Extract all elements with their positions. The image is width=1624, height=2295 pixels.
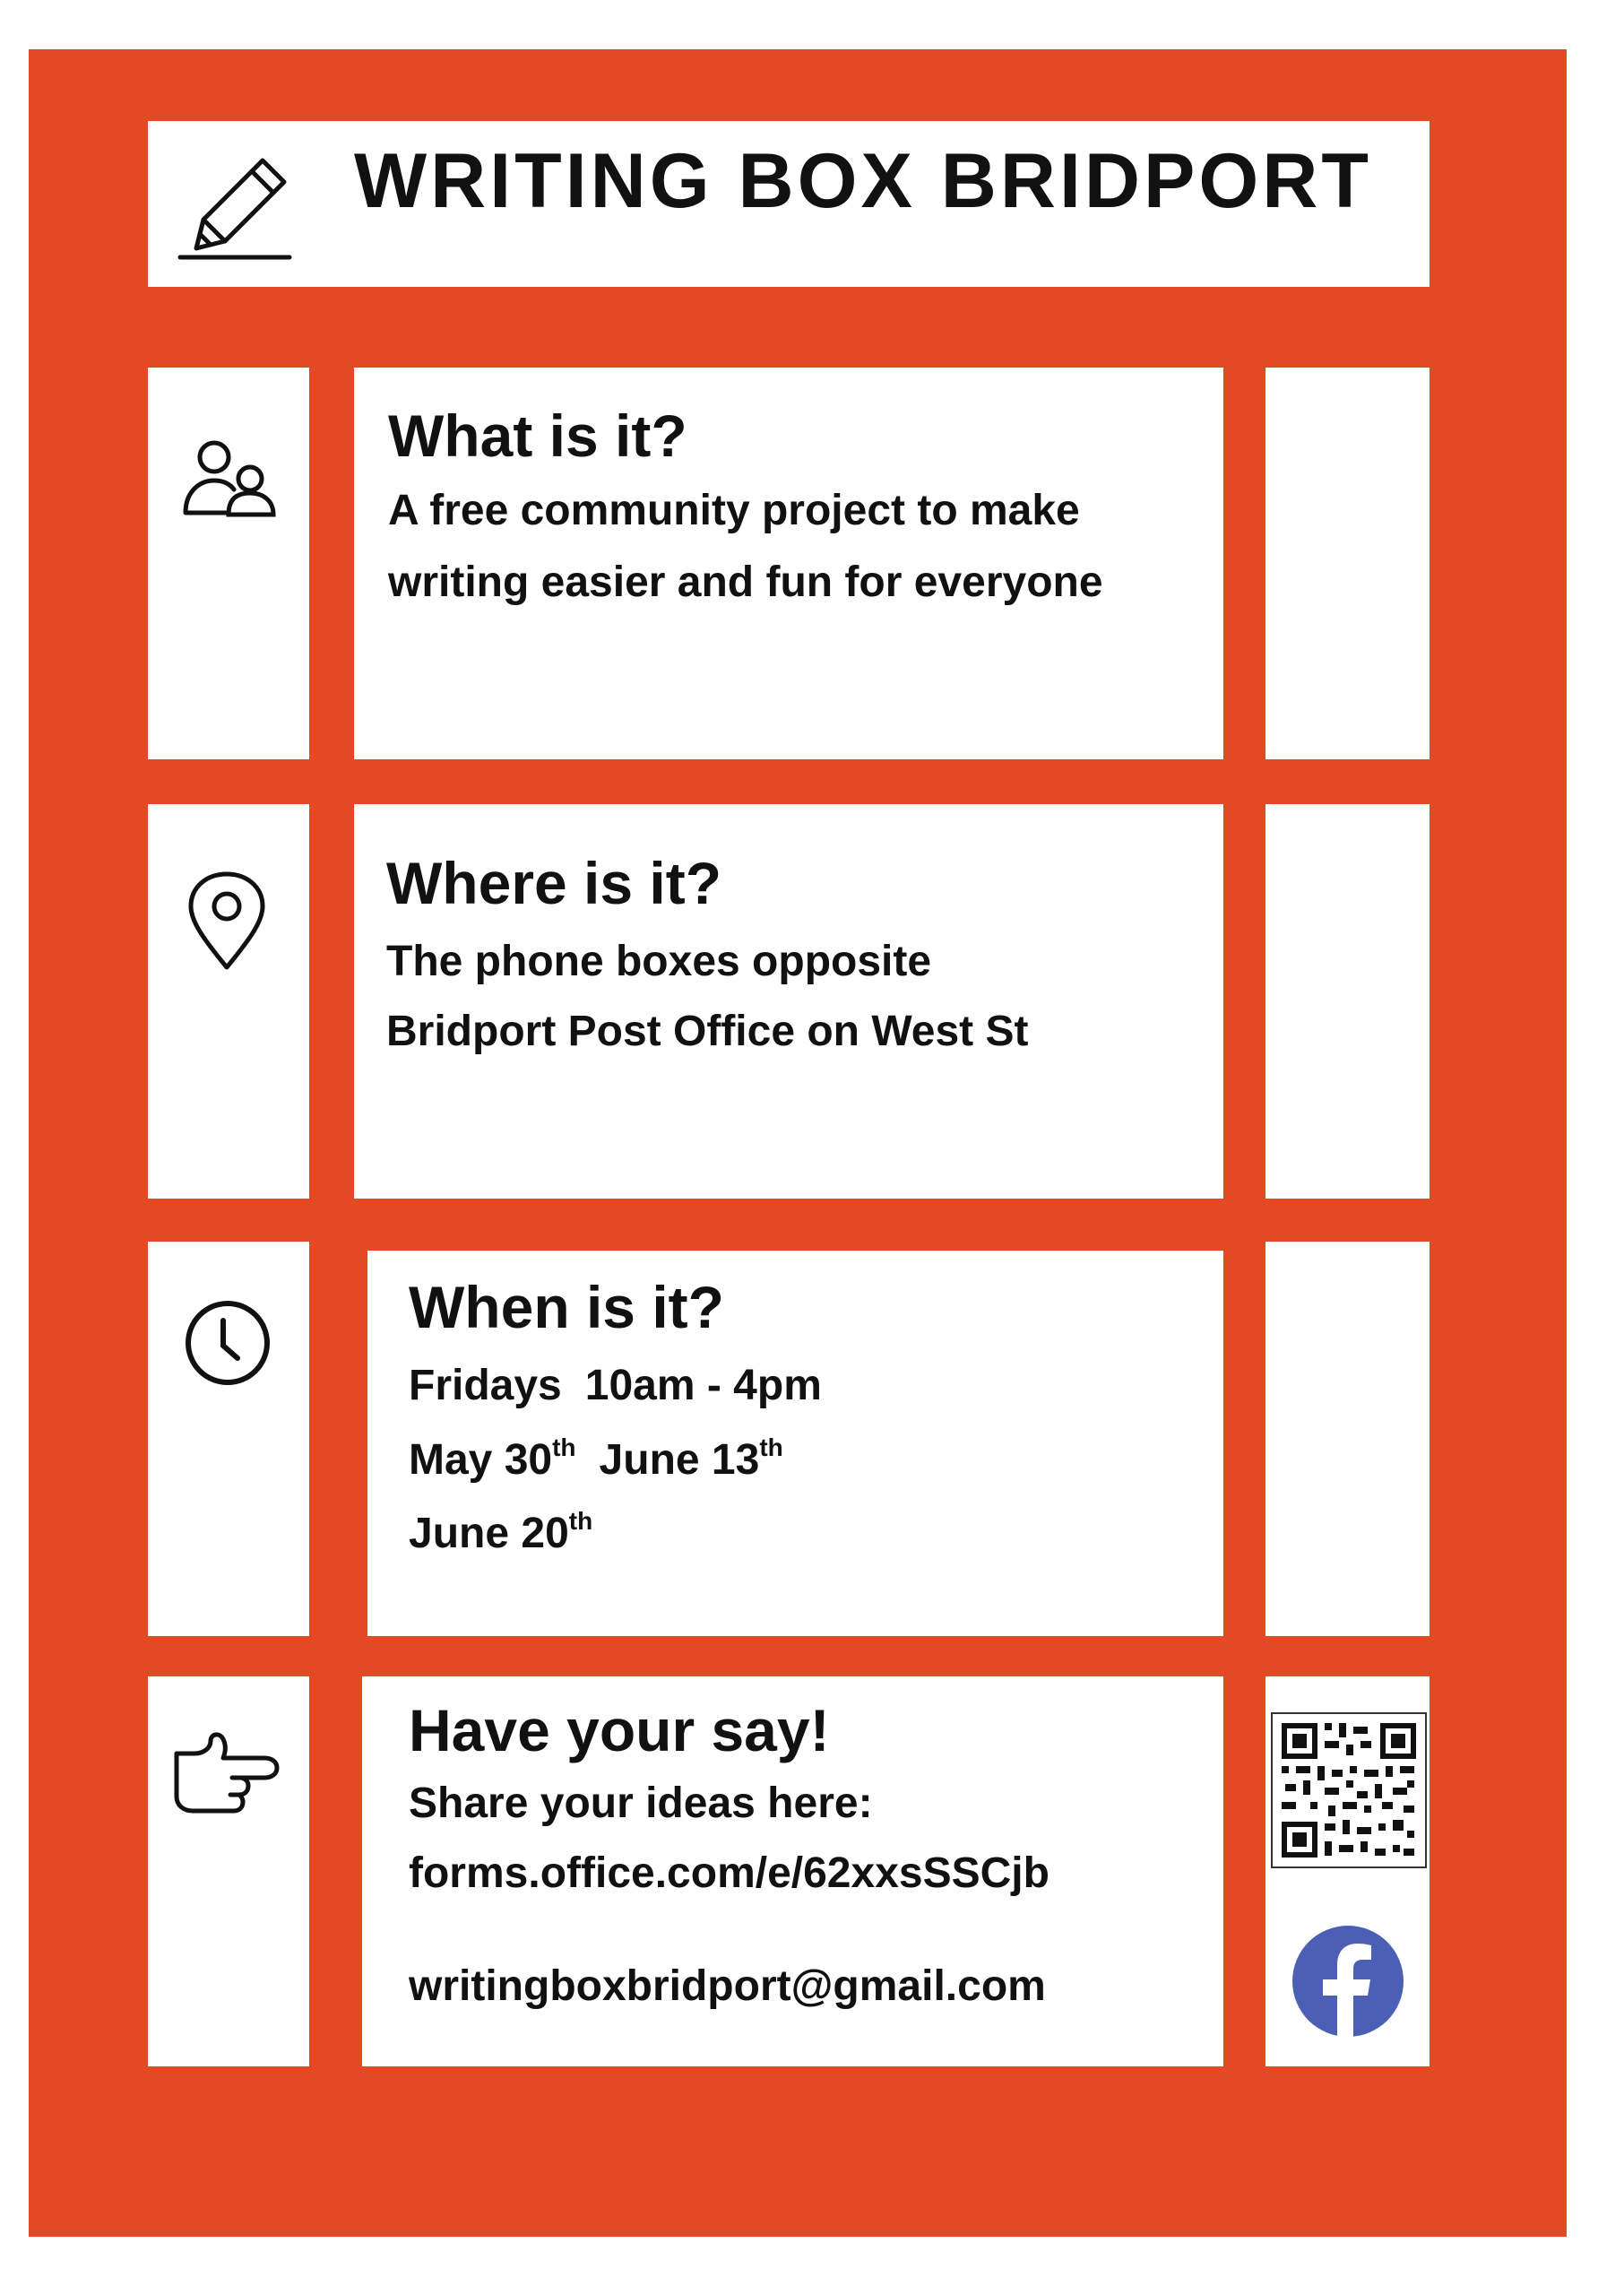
section-text-line: A free community project to make — [388, 487, 1080, 534]
pointing-hand-icon — [168, 1728, 284, 1818]
section-heading-what: What is it? — [388, 403, 687, 469]
icon-panel-what — [148, 368, 309, 759]
section-say — [362, 1676, 1223, 2066]
contact-email-link[interactable]: writingboxbridport@gmail.com — [409, 1962, 1046, 2010]
schedule-day: Fridays — [409, 1362, 562, 1409]
location-pin-icon — [184, 869, 270, 976]
schedule-date-suffix: th — [552, 1433, 576, 1461]
side-panel-when — [1266, 1242, 1430, 1636]
section-text-line: writing easier and fun for everyone — [388, 559, 1103, 606]
form-link[interactable]: forms.office.com/e/62xxsSSCjb — [409, 1849, 1050, 1897]
schedule-date-suffix: th — [759, 1433, 783, 1461]
schedule-date-day: 30 — [504, 1436, 553, 1484]
schedule-date-day: 20 — [521, 1510, 569, 1557]
schedule-dates-line — [409, 1509, 592, 1558]
facebook-icon[interactable] — [1292, 1926, 1404, 2037]
poster-title: WRITING BOX BRIDPORT — [354, 138, 1372, 224]
section-text-line: The phone boxes opposite — [386, 938, 932, 985]
section-heading-where: Where is it? — [386, 850, 722, 916]
qr-code-icon[interactable] — [1271, 1712, 1427, 1868]
section-where — [354, 804, 1223, 1199]
icon-panel-when — [148, 1242, 309, 1636]
schedule-date-month: June — [409, 1510, 510, 1557]
side-panel-what — [1266, 368, 1430, 759]
schedule-date-suffix: th — [568, 1507, 593, 1535]
schedule-dates-line — [409, 1435, 783, 1485]
icon-panel-where — [148, 804, 309, 1199]
schedule-hours-line — [409, 1361, 822, 1410]
section-text-line: Share your ideas here: — [409, 1780, 873, 1827]
section-heading-say: Have your say! — [409, 1697, 830, 1763]
schedule-date-day: 13 — [711, 1436, 760, 1484]
qr-code-graphic — [1273, 1714, 1425, 1866]
section-text-line: Bridport Post Office on West St — [386, 1008, 1029, 1055]
side-panel-say — [1266, 1676, 1430, 2066]
section-what — [354, 368, 1223, 759]
schedule-date-month: May — [409, 1436, 493, 1484]
section-heading-when: When is it? — [409, 1274, 724, 1340]
schedule-date-month: June — [599, 1436, 700, 1484]
side-panel-where — [1266, 804, 1430, 1199]
people-icon — [178, 430, 282, 534]
clock-icon — [178, 1294, 277, 1392]
pencil-icon — [173, 148, 298, 264]
title-bar — [148, 121, 1430, 287]
poster-background — [29, 49, 1567, 2237]
section-when — [367, 1251, 1223, 1636]
icon-panel-say — [148, 1676, 309, 2066]
schedule-hours: 10am - 4pm — [584, 1362, 822, 1409]
